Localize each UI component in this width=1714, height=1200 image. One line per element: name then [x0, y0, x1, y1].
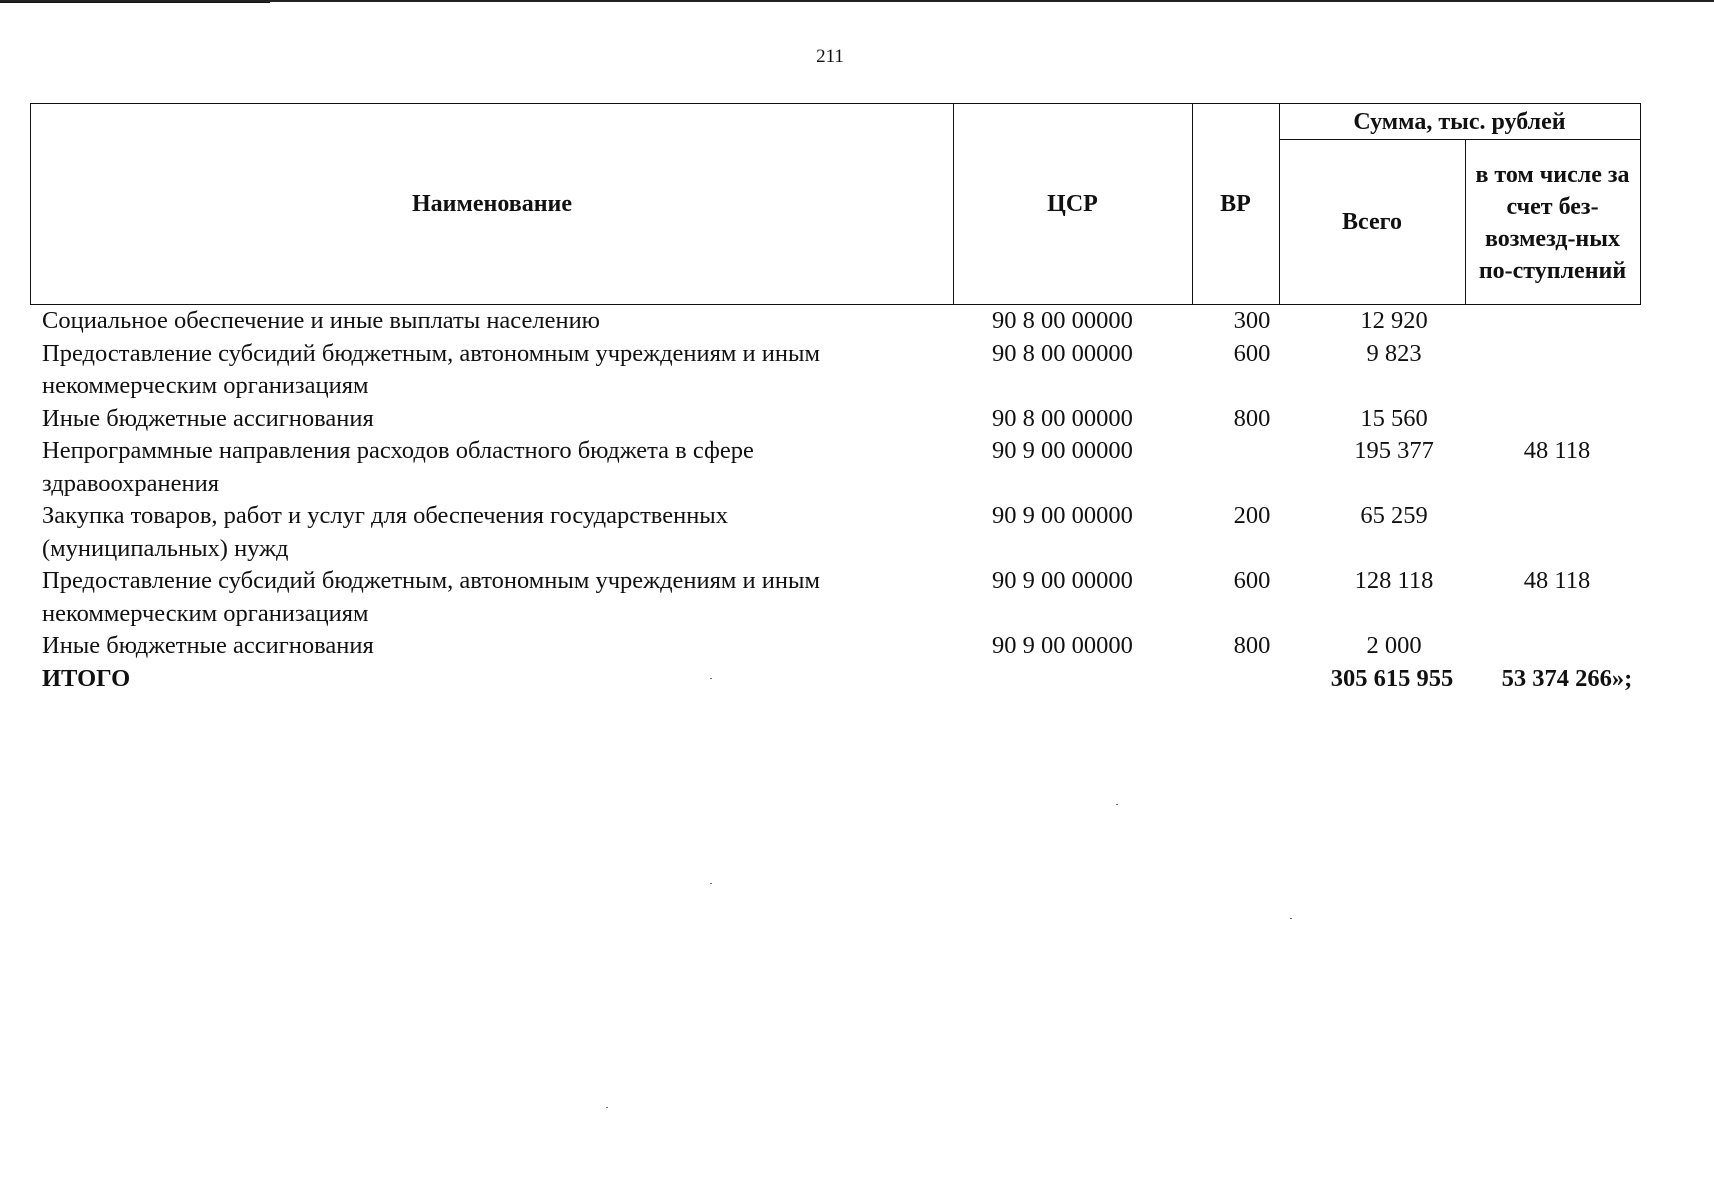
header-divider: [1465, 139, 1466, 304]
row-name: Предоставление субсидий бюджетным, автономным учреждениям и иным некоммерческим организациям: [42, 339, 820, 399]
header-sum-group: Сумма, тыс. рублей: [1353, 108, 1566, 135]
total-label: ИТОГО: [42, 664, 131, 692]
row-csr: 90 8 00 00000: [992, 404, 1133, 432]
row-csr: 90 9 00 00000: [992, 567, 1133, 594]
header-name: Наименование: [412, 191, 572, 217]
table-row: [42, 403, 1642, 436]
total-value: 305 615 955: [1330, 664, 1454, 692]
row-name: Предоставление субсидий бюджетным, автономным учреждениям и иным некоммерческим организациям: [42, 567, 820, 627]
page-number: 211: [816, 46, 844, 67]
top-border-line: [0, 0, 1714, 2]
row-total: 2 000: [1366, 632, 1422, 659]
table-row: [42, 305, 1642, 338]
row-total: 128 118: [1354, 567, 1434, 594]
table-body: [42, 305, 1642, 695]
row-csr: 90 8 00 00000: [992, 339, 1133, 367]
row-vr: 300: [1233, 307, 1271, 334]
table-row: [42, 435, 1642, 500]
row-vr: 600: [1233, 339, 1271, 367]
row-total: 12 920: [1360, 307, 1428, 334]
row-vr: 600: [1233, 567, 1271, 594]
row-csr: 90 8 00 00000: [992, 307, 1133, 334]
header-vr: ВР: [1220, 191, 1251, 217]
header-csr: ЦСР: [1047, 191, 1098, 217]
scan-speck: [710, 883, 712, 884]
row-name: Социальное обеспечение и иные выплаты населению: [42, 307, 600, 334]
row-total: 15 560: [1360, 404, 1428, 432]
row-name: Иные бюджетные ассигнования: [42, 632, 374, 659]
table-row: [42, 338, 1642, 403]
row-vr: 800: [1233, 404, 1271, 432]
row-csr: 90 9 00 00000: [992, 632, 1133, 659]
row-csr: 90 9 00 00000: [992, 437, 1133, 464]
total-row: [42, 663, 1642, 696]
row-free: 48 118: [1523, 437, 1591, 464]
row-csr: 90 9 00 00000: [992, 502, 1133, 529]
scan-speck: [606, 1107, 608, 1108]
row-name: Иные бюджетные ассигнования: [42, 404, 374, 432]
scan-speck: [710, 678, 712, 679]
table-row: [42, 500, 1642, 565]
row-vr: 800: [1233, 632, 1271, 659]
row-total: 9 823: [1366, 339, 1422, 367]
row-free: 48 118: [1523, 567, 1591, 594]
table-header: [30, 103, 1641, 305]
total-free-value: 53 374 266»;: [1501, 664, 1633, 692]
row-name: Непрограммные направления расходов областного бюджета в сфере здравоохранения: [42, 437, 754, 497]
row-total: 195 377: [1354, 437, 1434, 464]
scan-speck: [1290, 918, 1292, 919]
row-vr: 200: [1233, 502, 1271, 529]
row-total: 65 259: [1360, 502, 1428, 529]
header-total: Всего: [1342, 208, 1402, 235]
scan-speck: [1116, 804, 1118, 805]
header-free-receipts: в том числе за счет без-возмезд-ных по-ступлений: [1475, 162, 1630, 284]
table-row: [42, 630, 1642, 663]
table-row: [42, 565, 1642, 630]
row-name: Закупка товаров, работ и услуг для обеспечения государственных (муниципальных) нужд: [42, 502, 729, 562]
